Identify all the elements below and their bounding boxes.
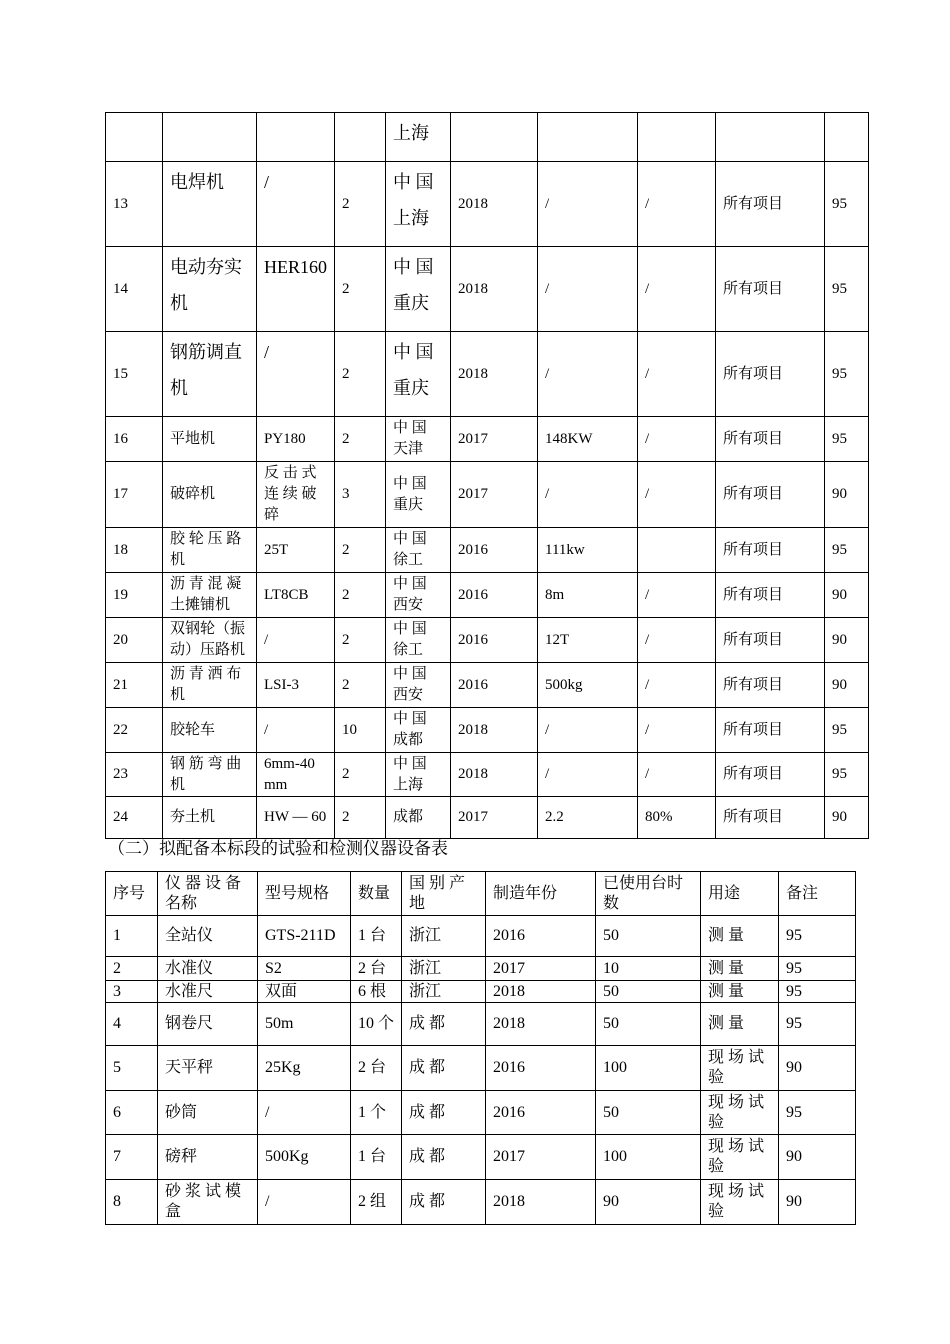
- name-cell: 钢 筋 弯 曲 机: [163, 753, 257, 797]
- model-cell: 25T: [257, 528, 335, 573]
- no-cell: 15: [106, 332, 163, 417]
- qty-cell: 2: [335, 618, 386, 663]
- note-cell: 95: [779, 916, 856, 957]
- name-cell: 钢卷尺: [158, 1003, 258, 1046]
- purpose-cell: 测 量: [701, 957, 779, 981]
- qty-cell: 10: [335, 708, 386, 753]
- origin-cell: 浙江: [402, 916, 486, 957]
- model-cell: LSI-3: [257, 663, 335, 708]
- usage-cell: 80%: [638, 797, 716, 839]
- note-cell: 90: [779, 1180, 856, 1225]
- header-cell: 序号: [106, 872, 158, 916]
- note-cell: 90: [825, 462, 869, 528]
- table-row: [106, 663, 869, 708]
- no-cell: 4: [106, 1003, 158, 1046]
- purpose-cell: 所有项目: [716, 708, 825, 753]
- year-cell: 2018: [486, 981, 596, 1003]
- origin-cell: 中 国 上海: [386, 162, 451, 247]
- no-cell: 7: [106, 1135, 158, 1180]
- note-cell: 95: [825, 753, 869, 797]
- model-cell: 25Kg: [258, 1046, 351, 1091]
- note-cell: 90: [825, 573, 869, 618]
- qty-cell: 2: [335, 663, 386, 708]
- usage-cell: /: [638, 753, 716, 797]
- table-row: [106, 708, 869, 753]
- purpose-cell: 所有项目: [716, 417, 825, 462]
- no-cell: 21: [106, 663, 163, 708]
- power-cell: /: [538, 462, 638, 528]
- no-cell: 17: [106, 462, 163, 528]
- name-cell: 磅秤: [158, 1135, 258, 1180]
- table-row: [106, 1135, 856, 1180]
- no-cell: 23: [106, 753, 163, 797]
- note-cell: 90: [825, 797, 869, 839]
- power-cell: /: [538, 708, 638, 753]
- origin-cell: 成 都: [402, 1046, 486, 1091]
- note-cell: 90: [825, 663, 869, 708]
- table-row: [106, 1003, 856, 1046]
- header-cell: 国 别 产 地: [402, 872, 486, 916]
- header-cell: 型号规格: [258, 872, 351, 916]
- table-row: [106, 462, 869, 528]
- purpose-cell: 现 场 试 验: [701, 1046, 779, 1091]
- name-cell: 平地机: [163, 417, 257, 462]
- name-cell: 水准尺: [158, 981, 258, 1003]
- table-row: [106, 417, 869, 462]
- year-cell: 2018: [486, 1180, 596, 1225]
- origin-cell: 中 国 重庆: [386, 332, 451, 417]
- name-cell: 沥 青 洒 布 机: [163, 663, 257, 708]
- origin-cell: 成 都: [402, 1003, 486, 1046]
- origin-cell: 成 都: [402, 1135, 486, 1180]
- name-cell: 电动夯实机: [163, 247, 257, 332]
- section-caption: （二）拟配备本标段的试验和检测仪器设备表: [108, 839, 448, 859]
- purpose-cell: 所有项目: [716, 618, 825, 663]
- origin-cell: 成都: [386, 797, 451, 839]
- model-cell: /: [257, 708, 335, 753]
- no-cell: 14: [106, 247, 163, 332]
- instrument-table: [105, 871, 856, 1225]
- usage-cell: /: [638, 332, 716, 417]
- qty-cell: 2: [335, 528, 386, 573]
- power-cell: 111kw: [538, 528, 638, 573]
- year-cell: 2018: [451, 162, 538, 247]
- no-cell: 24: [106, 797, 163, 839]
- table-row: [106, 247, 869, 332]
- power-cell: 2.2: [538, 797, 638, 839]
- origin-cell: 中 国 重庆: [386, 247, 451, 332]
- purpose-cell: 现 场 试 验: [701, 1180, 779, 1225]
- note-cell: 90: [825, 618, 869, 663]
- no-cell: 13: [106, 162, 163, 247]
- origin-cell: 中 国 重庆: [386, 462, 451, 528]
- header-cell: 已使用台时数: [596, 872, 701, 916]
- purpose-cell: 测 量: [701, 981, 779, 1003]
- note-cell: 95: [825, 247, 869, 332]
- year-cell: 2016: [451, 528, 538, 573]
- no-cell: 20: [106, 618, 163, 663]
- note-cell: 95: [825, 417, 869, 462]
- purpose-cell: 所有项目: [716, 573, 825, 618]
- header-cell: 备注: [779, 872, 856, 916]
- year-cell: 2017: [451, 797, 538, 839]
- name-cell: 天平秤: [158, 1046, 258, 1091]
- note-cell: 95: [825, 528, 869, 573]
- name-cell: 水准仪: [158, 957, 258, 981]
- power-cell: 500kg: [538, 663, 638, 708]
- model-cell: 6mm-40 mm: [257, 753, 335, 797]
- name-cell: 双钢轮（振动）压路机: [163, 618, 257, 663]
- year-cell: 2018: [486, 1003, 596, 1046]
- qty-cell: 2: [335, 332, 386, 417]
- purpose-cell: 现 场 试 验: [701, 1135, 779, 1180]
- model-cell: S2: [258, 957, 351, 981]
- origin-cell: 中 国 成都: [386, 708, 451, 753]
- qty-cell: 2: [335, 417, 386, 462]
- origin-cell: 中 国 西安: [386, 573, 451, 618]
- power-cell: 148KW: [538, 417, 638, 462]
- header-cell: 仪 器 设 备 名称: [158, 872, 258, 916]
- usage-cell: /: [638, 708, 716, 753]
- year-cell: 2016: [451, 618, 538, 663]
- name-cell: 砂 浆 试 模 盒: [158, 1180, 258, 1225]
- table-row: [106, 1091, 856, 1135]
- model-cell: HW — 60: [257, 797, 335, 839]
- name-cell: 夯土机: [163, 797, 257, 839]
- purpose-cell: 所有项目: [716, 753, 825, 797]
- qty-cell: 2: [335, 162, 386, 247]
- purpose-cell: 所有项目: [716, 247, 825, 332]
- no-cell: 22: [106, 708, 163, 753]
- model-cell: /: [257, 332, 335, 417]
- purpose-cell: 所有项目: [716, 462, 825, 528]
- model-cell: /: [258, 1091, 351, 1135]
- origin-cell: 成 都: [402, 1091, 486, 1135]
- name-cell: 沥 青 混 凝 土摊铺机: [163, 573, 257, 618]
- model-cell: 50m: [258, 1003, 351, 1046]
- note-cell: 95: [779, 1091, 856, 1135]
- hours-cell: 100: [596, 1135, 701, 1180]
- qty-cell: 2: [335, 797, 386, 839]
- qty-cell: 2: [335, 753, 386, 797]
- model-cell: PY180: [257, 417, 335, 462]
- qty-cell: 10 个: [351, 1003, 402, 1046]
- qty-cell: 3: [335, 462, 386, 528]
- usage-cell: /: [638, 417, 716, 462]
- model-cell: 双面: [258, 981, 351, 1003]
- note-cell: 90: [779, 1135, 856, 1180]
- purpose-cell: 所有项目: [716, 162, 825, 247]
- note-cell: 95: [825, 332, 869, 417]
- purpose-cell: 现 场 试 验: [701, 1091, 779, 1135]
- origin-cell: 中 国 西安: [386, 663, 451, 708]
- note-cell: 95: [779, 981, 856, 1003]
- purpose-cell: 所有项目: [716, 528, 825, 573]
- table-row: [106, 618, 869, 663]
- hours-cell: 100: [596, 1046, 701, 1091]
- table-row: [106, 981, 856, 1003]
- year-cell: 2018: [451, 708, 538, 753]
- note-cell: 95: [825, 708, 869, 753]
- qty-cell: 2 台: [351, 957, 402, 981]
- model-cell: /: [258, 1180, 351, 1225]
- origin-cell: 上海: [386, 113, 451, 162]
- table-row: [106, 916, 856, 957]
- note-cell: 95: [779, 1003, 856, 1046]
- origin-cell: 浙江: [402, 981, 486, 1003]
- table-row: [106, 332, 869, 417]
- power-cell: /: [538, 332, 638, 417]
- equipment-table: [105, 112, 869, 839]
- name-cell: 胶轮车: [163, 708, 257, 753]
- purpose-cell: 测 量: [701, 1003, 779, 1046]
- usage-cell: /: [638, 462, 716, 528]
- name-cell: 电焊机: [163, 162, 257, 247]
- power-cell: 12T: [538, 618, 638, 663]
- name-cell: 胶 轮 压 路 机: [163, 528, 257, 573]
- hours-cell: 50: [596, 1091, 701, 1135]
- name-cell: 钢筋调直机: [163, 332, 257, 417]
- year-cell: 2018: [451, 247, 538, 332]
- qty-cell: 1 个: [351, 1091, 402, 1135]
- year-cell: 2017: [451, 417, 538, 462]
- no-cell: 1: [106, 916, 158, 957]
- origin-cell: 中 国 天津: [386, 417, 451, 462]
- table-row: [106, 753, 869, 797]
- qty-cell: 2 组: [351, 1180, 402, 1225]
- header-cell: 数量: [351, 872, 402, 916]
- purpose-cell: 测 量: [701, 916, 779, 957]
- no-cell: 3: [106, 981, 158, 1003]
- hours-cell: 50: [596, 981, 701, 1003]
- model-cell: 反 击 式 连 续 破 碎: [257, 462, 335, 528]
- year-cell: 2016: [451, 663, 538, 708]
- usage-cell: /: [638, 663, 716, 708]
- usage-cell: [638, 528, 716, 573]
- origin-cell: 中 国 徐工: [386, 528, 451, 573]
- year-cell: 2016: [486, 1046, 596, 1091]
- name-cell: 砂筒: [158, 1091, 258, 1135]
- hours-cell: 50: [596, 1003, 701, 1046]
- origin-cell: 中 国 徐工: [386, 618, 451, 663]
- header-row: [106, 872, 856, 916]
- year-cell: 2018: [451, 753, 538, 797]
- usage-cell: /: [638, 618, 716, 663]
- origin-cell: 浙江: [402, 957, 486, 981]
- purpose-cell: 所有项目: [716, 797, 825, 839]
- no-cell: 19: [106, 573, 163, 618]
- year-cell: 2017: [486, 957, 596, 981]
- name-cell: 全站仪: [158, 916, 258, 957]
- origin-cell: 中 国 上海: [386, 753, 451, 797]
- power-cell: /: [538, 162, 638, 247]
- header-cell: 用途: [701, 872, 779, 916]
- table-row: [106, 1180, 856, 1225]
- table-row: [106, 528, 869, 573]
- header-cell: 制造年份: [486, 872, 596, 916]
- note-cell: 95: [825, 162, 869, 247]
- year-cell: 2017: [486, 1135, 596, 1180]
- qty-cell: 2: [335, 573, 386, 618]
- no-cell: 6: [106, 1091, 158, 1135]
- no-cell: 5: [106, 1046, 158, 1091]
- note-cell: 95: [779, 957, 856, 981]
- power-cell: /: [538, 753, 638, 797]
- hours-cell: 10: [596, 957, 701, 981]
- model-cell: GTS-211D: [258, 916, 351, 957]
- qty-cell: 2: [335, 247, 386, 332]
- no-cell: 18: [106, 528, 163, 573]
- qty-cell: 2 台: [351, 1046, 402, 1091]
- qty-cell: 6 根: [351, 981, 402, 1003]
- no-cell: 8: [106, 1180, 158, 1225]
- hours-cell: 90: [596, 1180, 701, 1225]
- table-row: [106, 573, 869, 618]
- usage-cell: /: [638, 573, 716, 618]
- purpose-cell: 所有项目: [716, 332, 825, 417]
- no-cell: 2: [106, 957, 158, 981]
- year-cell: 2016: [486, 916, 596, 957]
- year-cell: 2016: [451, 573, 538, 618]
- model-cell: /: [257, 162, 335, 247]
- qty-cell: 1 台: [351, 1135, 402, 1180]
- usage-cell: /: [638, 162, 716, 247]
- purpose-cell: 所有项目: [716, 663, 825, 708]
- name-cell: 破碎机: [163, 462, 257, 528]
- qty-cell: 1 台: [351, 916, 402, 957]
- model-cell: /: [257, 618, 335, 663]
- table-row: [106, 797, 869, 839]
- model-cell: HER160: [257, 247, 335, 332]
- table-row: [106, 1046, 856, 1091]
- origin-cell: 成 都: [402, 1180, 486, 1225]
- usage-cell: /: [638, 247, 716, 332]
- note-cell: 90: [779, 1046, 856, 1091]
- no-cell: 16: [106, 417, 163, 462]
- power-cell: /: [538, 247, 638, 332]
- year-cell: 2018: [451, 332, 538, 417]
- table-row: [106, 162, 869, 247]
- table-row: [106, 113, 869, 162]
- model-cell: LT8CB: [257, 573, 335, 618]
- table-row: [106, 957, 856, 981]
- model-cell: 500Kg: [258, 1135, 351, 1180]
- year-cell: 2017: [451, 462, 538, 528]
- power-cell: 8m: [538, 573, 638, 618]
- year-cell: 2016: [486, 1091, 596, 1135]
- hours-cell: 50: [596, 916, 701, 957]
